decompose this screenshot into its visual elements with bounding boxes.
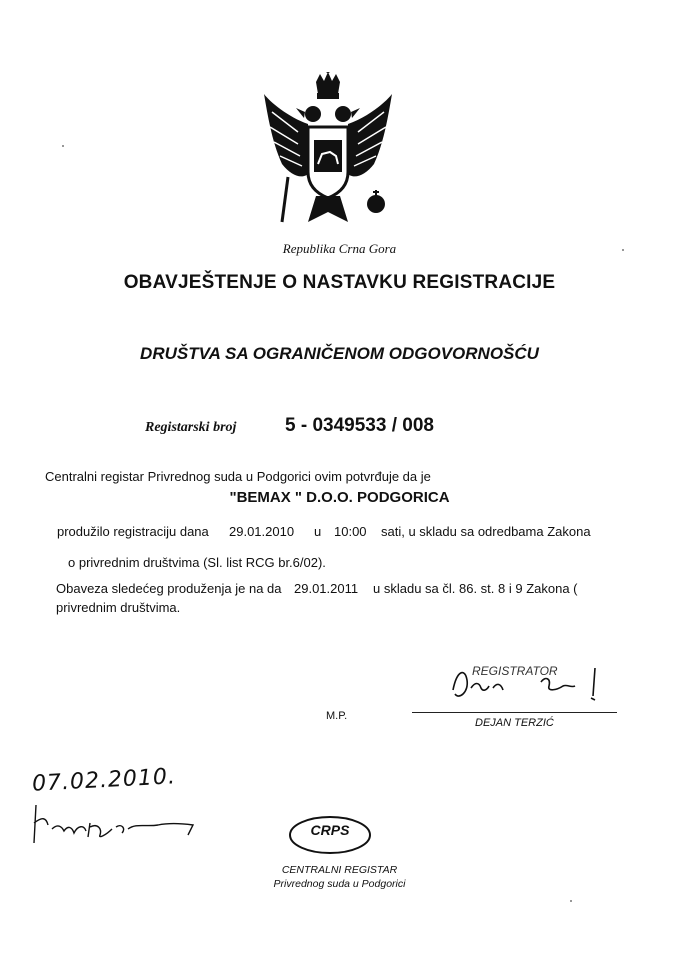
crps-logo-icon	[285, 812, 375, 858]
extended-time: 10:00	[334, 524, 367, 539]
company-name: "BEMAX " D.O.O. PODGORICA	[229, 489, 450, 506]
law-reference: o privrednim društvima (Sl. list RCG br.6/02).	[68, 555, 326, 570]
extended-prefix: produžilo registraciju dana	[57, 524, 209, 539]
speck	[570, 900, 572, 902]
handwritten-signature-icon	[28, 765, 213, 847]
intro-text: Centralni registar Privrednog suda u Podgorici ovim potvrđuje da je	[45, 469, 431, 484]
coat-of-arms-icon	[258, 72, 398, 237]
extended-suffix: sati, u skladu sa odredbama Zakona	[381, 524, 591, 539]
document-title: OBAVJEŠTENJE O NASTAVKU REGISTRACIJE	[123, 272, 556, 293]
next-prefix: Obaveza sledećeg produženja je na da	[56, 581, 282, 596]
crps-logo-text: CRPS	[310, 822, 350, 838]
document-subtitle: DRUŠTVA SA OGRANIČENOM ODGOVORNOŠĆU	[140, 344, 539, 363]
signature-line	[412, 712, 617, 713]
speck	[62, 145, 64, 147]
next-tail: privrednim društvima.	[56, 600, 181, 615]
stamp-line-1: CENTRALNI REGISTAR	[281, 864, 398, 876]
extended-date: 29.01.2010	[229, 524, 295, 539]
registrar-role: REGISTRATOR	[472, 664, 558, 678]
registration-number: 5 - 0349533 / 008	[285, 415, 434, 436]
next-suffix: u skladu sa čl. 86. st. 8 i 9 Zakona (	[373, 581, 578, 596]
at-word: u	[314, 524, 322, 539]
registrar-name: DEJAN TERZIĆ	[475, 717, 554, 729]
stamp-line-2: Privrednog suda u Podgorici	[273, 878, 406, 890]
registration-label: Registarski broj	[145, 420, 237, 435]
next-date: 29.01.2011	[294, 581, 359, 596]
speck	[622, 249, 624, 251]
mp-label: M.P.	[326, 710, 348, 722]
handwritten-date: 07.02.2010.	[31, 764, 177, 797]
republic-caption: Republika Crna Gora	[282, 241, 397, 256]
